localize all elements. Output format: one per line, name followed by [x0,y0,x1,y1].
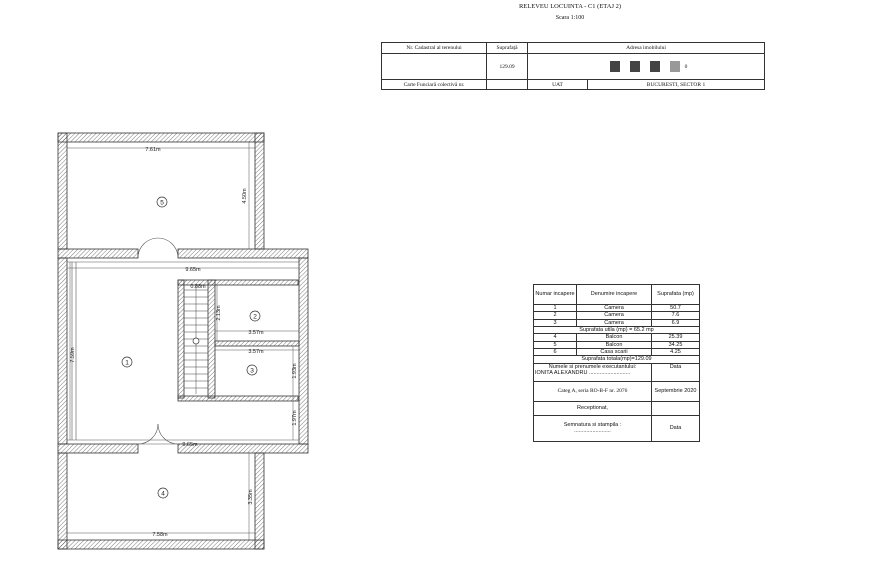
cell-area: 34.25 [652,341,700,348]
wall [255,453,264,549]
cell-name: Casa scarii [577,348,652,355]
header-area: Suprafata (mp) [652,285,700,305]
wall [58,444,138,453]
dim-bottom-height: 3.35m [248,489,254,505]
table-row [534,348,700,355]
cadastral-label: Nr. Cadastral al terenului [382,43,487,54]
dim-room3-height: 1.93m [292,363,298,379]
wall [178,249,308,258]
wall [215,341,299,346]
cell-nr: 5 [534,341,577,348]
receptionat: Receptionat, [534,401,652,415]
dim-room2-height: 2.13m [216,305,222,321]
table-row [534,341,700,348]
uat-value: BUCURESTI, SECTOR 1 [588,80,765,90]
room-3-number: 3 [250,367,254,375]
wall [58,249,138,258]
wall [255,133,264,249]
data-empty [652,401,700,415]
cell-area: 6.9 [652,319,700,326]
dim-upper-corridor: 9.65m [185,267,201,273]
executant-name: IONITA ALEXANDRU ........................... [535,369,631,376]
cell-name: Camera [577,305,652,312]
wall [58,258,67,444]
cf-label: Carte Funciară colectivă nr. [382,80,487,90]
cell-name: Camera [577,312,652,319]
wall [178,280,184,398]
cell-nr: 3 [534,319,577,326]
room-2-number: 2 [253,313,257,321]
table-row [534,319,700,326]
cell-name: Camera [577,319,652,326]
address-label: Adresa imobilului [528,43,765,54]
scale-label: Scara 1:100 [555,15,585,21]
surface-value: 129.09 [487,54,528,80]
cell-name: Balcon [577,334,652,341]
cell-area: 50.7 [652,305,700,312]
address-tail: 0 [684,63,688,70]
surface-label: Suprafață [487,43,528,54]
table-row [534,305,700,312]
document-title: RELEVEU LOCUINTA - C1 (ETAJ 2) [518,3,622,10]
wall [299,258,308,444]
dim-right-lower: 1.97m [292,410,298,426]
cell-nr: 6 [534,348,577,355]
semnatura-dots: ........................ [574,428,611,434]
cell-nr: 2 [534,312,577,319]
data-value: Septembrie 2020 [652,381,700,401]
dim-left-height: 7.59m [70,347,76,363]
categ: Categ A, seria RO-B-F nr. 2076 [534,381,652,401]
rooms-table [533,284,700,442]
semnatura-label: Semnatura si stampila : [563,421,622,428]
dim-lower-corridor: 9.65m [182,442,198,448]
grand-total: Suprafata totala(mp)=129.09 [534,356,700,363]
dim-top-height: 4.50m [242,188,248,204]
semnatura-cell [534,415,652,441]
header-name: Denumire incapere [577,285,652,305]
cell-nr: 1 [534,305,577,312]
dim-room2-width: 3.57m [248,330,264,336]
stair-marker [193,338,199,344]
data-label: Data [652,363,700,381]
dim-top-width: 7.61m [145,147,161,153]
data-label-2: Data [652,415,700,441]
dim-room3-width: 3.57m [248,349,264,355]
dim-bottom-width: 7.58m [152,532,168,538]
cell-nr: 4 [534,334,577,341]
wall [58,133,67,249]
wall [58,540,264,549]
executant-label: Numele si prenumele executantului: [548,363,637,370]
dim-stair-small: 0.88m [190,284,206,290]
header-nr: Numar incapere [534,285,577,305]
table-row [534,334,700,341]
uat-label: UAT [528,80,588,90]
room-5-number: 5 [160,199,164,207]
wall [208,280,215,398]
cell-area: 7.6 [652,312,700,319]
cell-name: Balcon [577,341,652,348]
useful-total: Suprafata utila (mp) = 65.2 mp [534,326,700,333]
executant-cell [534,363,652,381]
cell-area: 4.25 [652,348,700,355]
cell-area: 25.39 [652,334,700,341]
wall [178,396,298,401]
wall [58,453,67,549]
table-row [534,312,700,319]
room-4-number: 4 [161,490,165,498]
wall [58,133,264,142]
room-1-number: 1 [125,359,129,367]
